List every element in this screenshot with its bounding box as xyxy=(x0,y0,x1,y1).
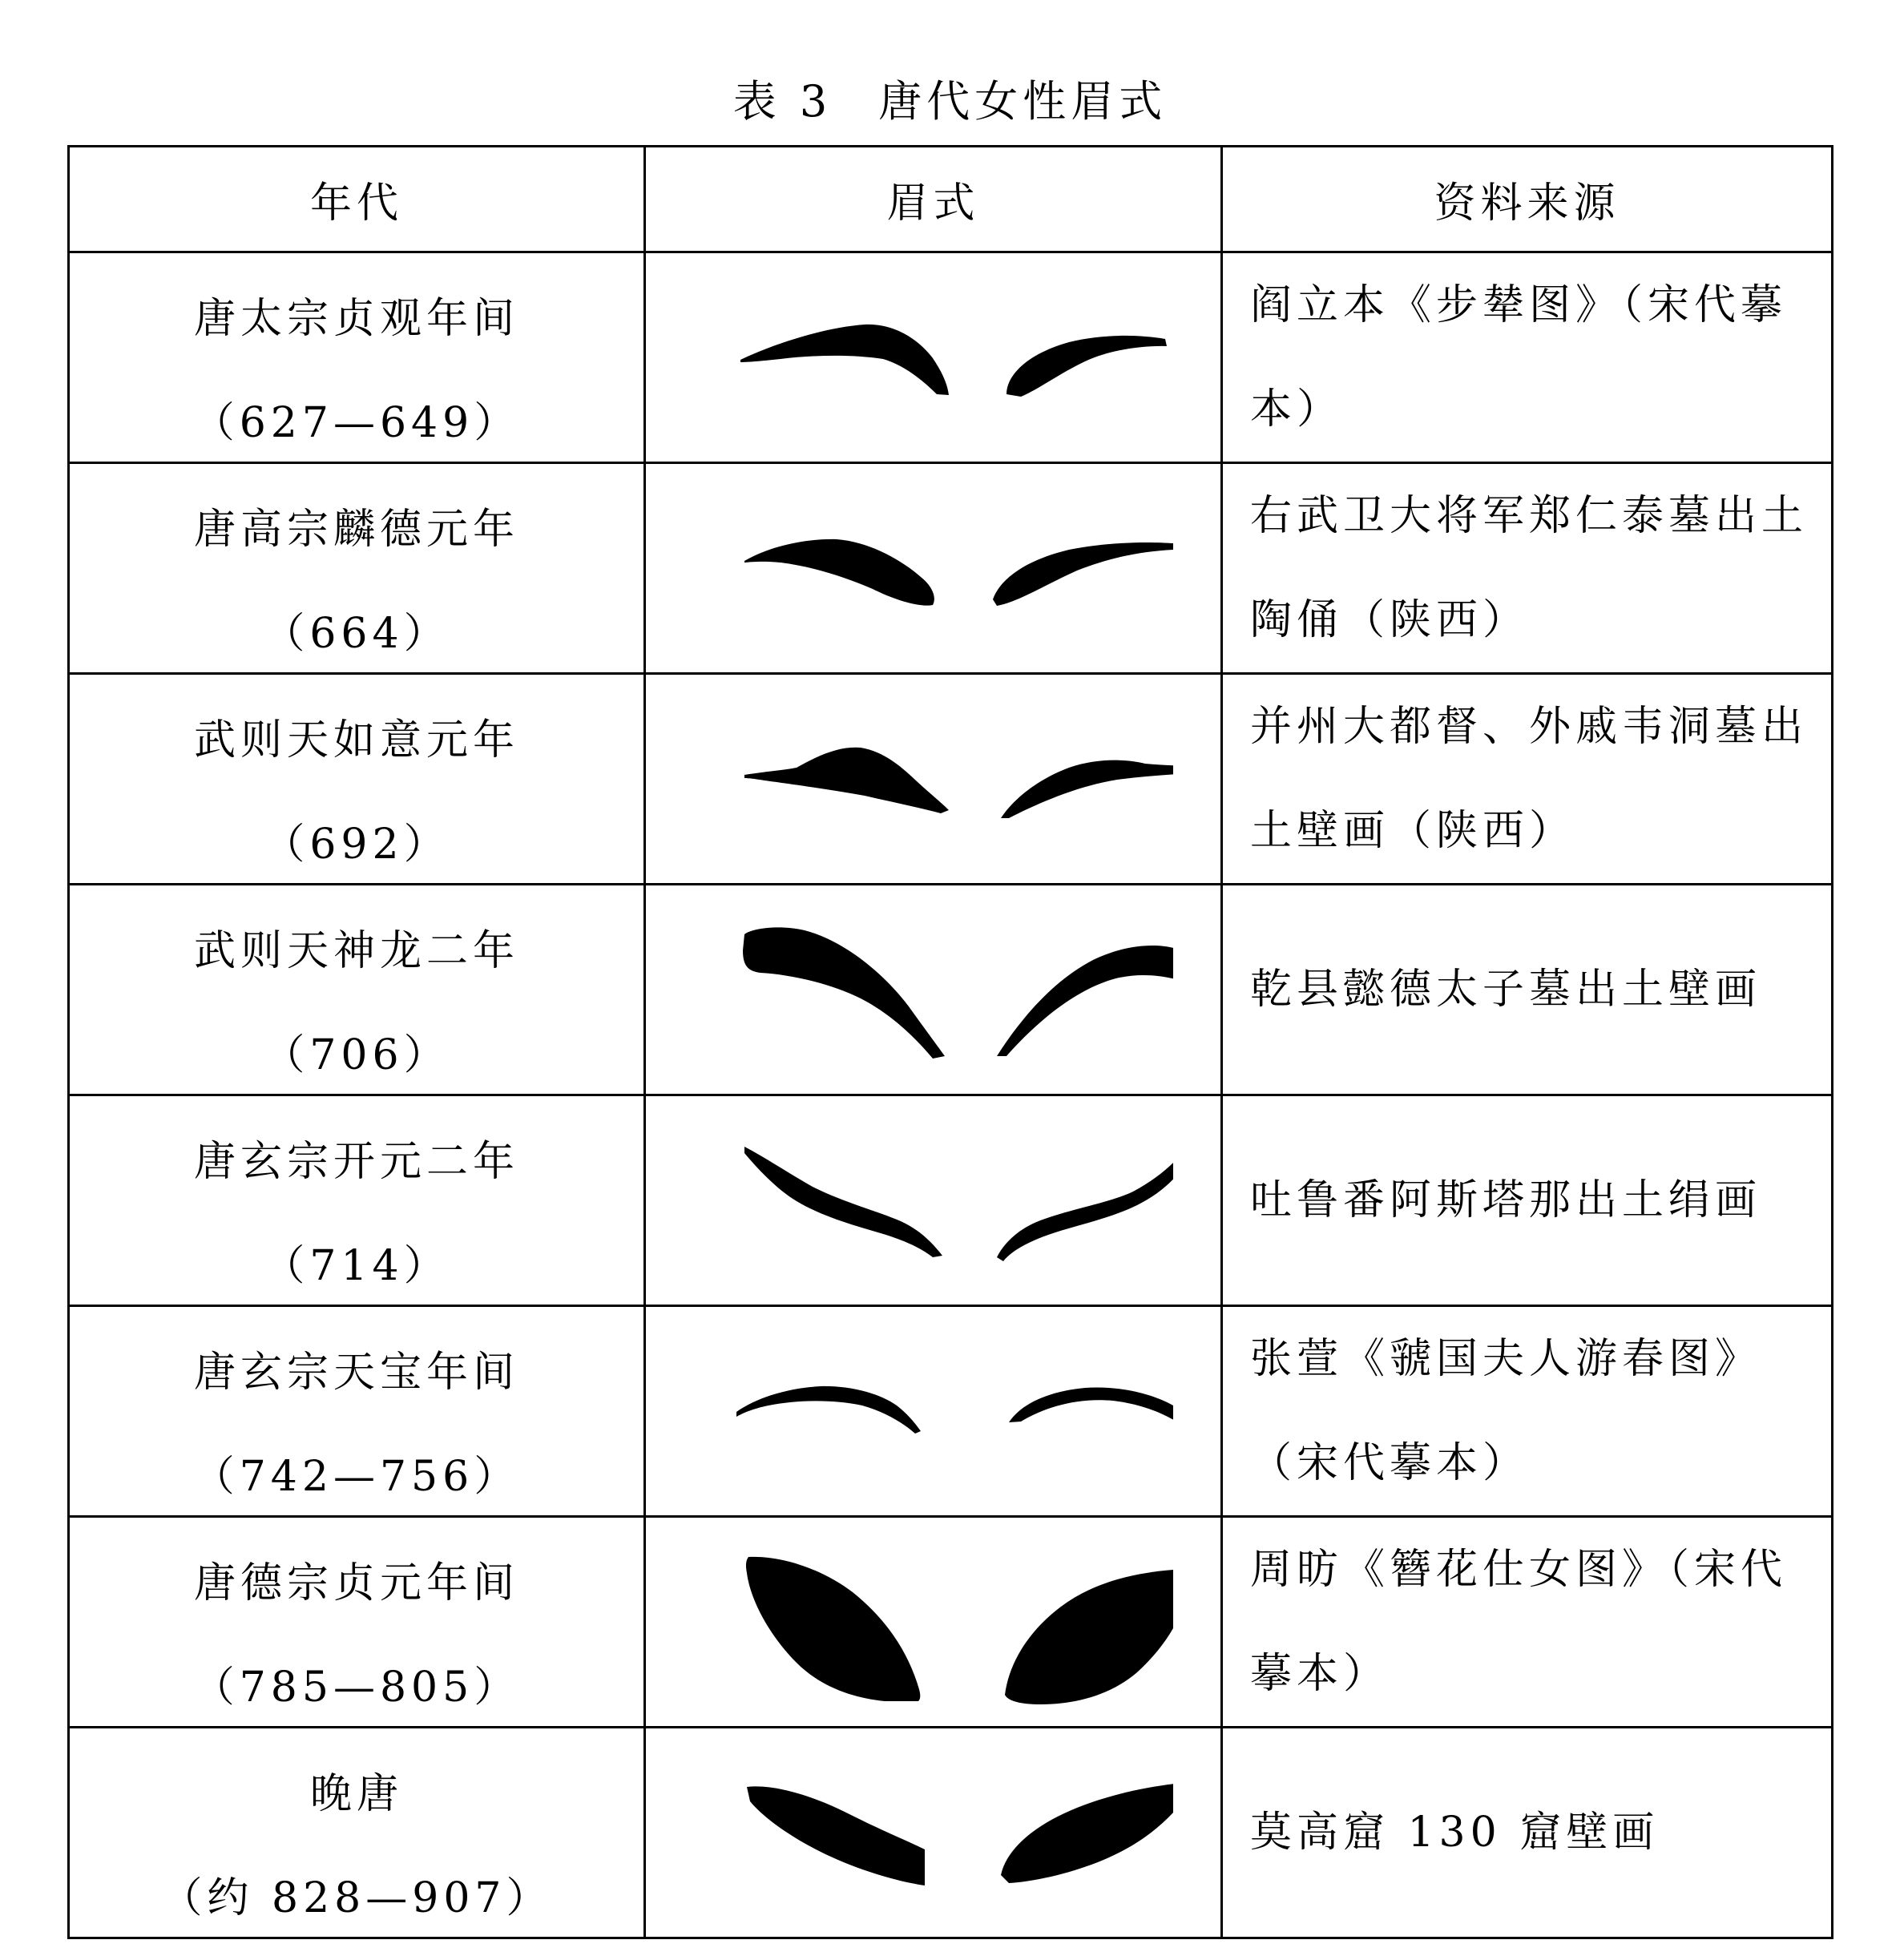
source-cell: 吐鲁番阿斯塔那出土绢画 xyxy=(1221,1095,1832,1306)
period-years: （714） xyxy=(263,1242,450,1290)
period-cell xyxy=(69,885,645,1095)
header-brow-style: 眉式 xyxy=(644,147,1221,252)
brow-cell xyxy=(644,1306,1221,1517)
table-row xyxy=(69,674,1833,885)
source-cell: 阎立本《步辇图》（宋代摹本） xyxy=(1221,252,1832,463)
brow-cell xyxy=(644,1517,1221,1728)
period-years: （692） xyxy=(263,821,450,869)
period-name: 唐德宗贞元年间 xyxy=(193,1559,519,1607)
period-cell xyxy=(69,252,645,463)
period-name: 唐高宗麟德元年 xyxy=(193,506,519,554)
period-years: （706） xyxy=(263,1031,450,1079)
period-cell xyxy=(69,1306,645,1517)
table-caption xyxy=(0,50,1900,146)
table-row xyxy=(69,885,1833,1095)
period-cell xyxy=(69,1517,645,1728)
eyebrow-pair-icon xyxy=(692,254,1173,462)
caption-title: 唐代女性眉式 xyxy=(878,75,1168,127)
caption-label: 表 3 xyxy=(732,75,833,127)
source-cell: 并州大都督、外戚韦洞墓出土壁画（陕西） xyxy=(1221,674,1832,885)
period-years: （785—805） xyxy=(192,1664,521,1712)
table-row xyxy=(69,1517,1833,1728)
table-row xyxy=(69,1095,1833,1306)
brow-cell xyxy=(644,885,1221,1095)
source-cell: 张萱《虢国夫人游春图》（宋代摹本） xyxy=(1221,1306,1832,1517)
source-cell: 周昉《簪花仕女图》（宋代摹本） xyxy=(1221,1517,1832,1728)
table-header-row xyxy=(69,147,1833,252)
table-row xyxy=(69,1306,1833,1517)
period-cell xyxy=(69,674,645,885)
header-period: 年代 xyxy=(69,147,645,252)
table-row xyxy=(69,252,1833,463)
eyebrow-pair-icon xyxy=(692,1308,1173,1515)
eyebrow-styles-table xyxy=(67,145,1833,1939)
brow-cell xyxy=(644,463,1221,674)
period-name: 武则天神龙二年 xyxy=(193,927,519,975)
eyebrow-pair-icon xyxy=(692,1097,1173,1305)
table-row xyxy=(69,463,1833,674)
period-name: 武则天如意元年 xyxy=(193,716,519,764)
period-years: （627—649） xyxy=(192,399,521,447)
eyebrow-pair-icon xyxy=(692,465,1173,672)
source-cell: 莫高窟 130 窟壁画 xyxy=(1221,1728,1832,1938)
brow-cell xyxy=(644,1728,1221,1938)
period-name: 晚唐 xyxy=(309,1770,403,1818)
period-name: 唐玄宗天宝年间 xyxy=(193,1349,519,1397)
table-row xyxy=(69,1728,1833,1938)
period-years: （约 828—907） xyxy=(160,1874,553,1922)
period-years: （664） xyxy=(263,610,450,658)
period-cell xyxy=(69,463,645,674)
brow-cell xyxy=(644,674,1221,885)
eyebrow-pair-icon xyxy=(692,676,1173,883)
period-years: （742—756） xyxy=(192,1453,521,1501)
period-name: 唐玄宗开元二年 xyxy=(193,1138,519,1186)
eyebrow-pair-icon xyxy=(692,1729,1173,1937)
period-name: 唐太宗贞观年间 xyxy=(193,295,519,343)
source-cell: 乾县懿德太子墓出土壁画 xyxy=(1221,885,1832,1095)
eyebrow-pair-icon xyxy=(692,1518,1173,1726)
eyebrow-pair-icon xyxy=(692,886,1173,1094)
period-cell xyxy=(69,1728,645,1938)
header-source: 资料来源 xyxy=(1221,147,1832,252)
period-cell xyxy=(69,1095,645,1306)
source-cell: 右武卫大将军郑仁泰墓出土陶俑（陕西） xyxy=(1221,463,1832,674)
brow-cell xyxy=(644,1095,1221,1306)
brow-cell xyxy=(644,252,1221,463)
